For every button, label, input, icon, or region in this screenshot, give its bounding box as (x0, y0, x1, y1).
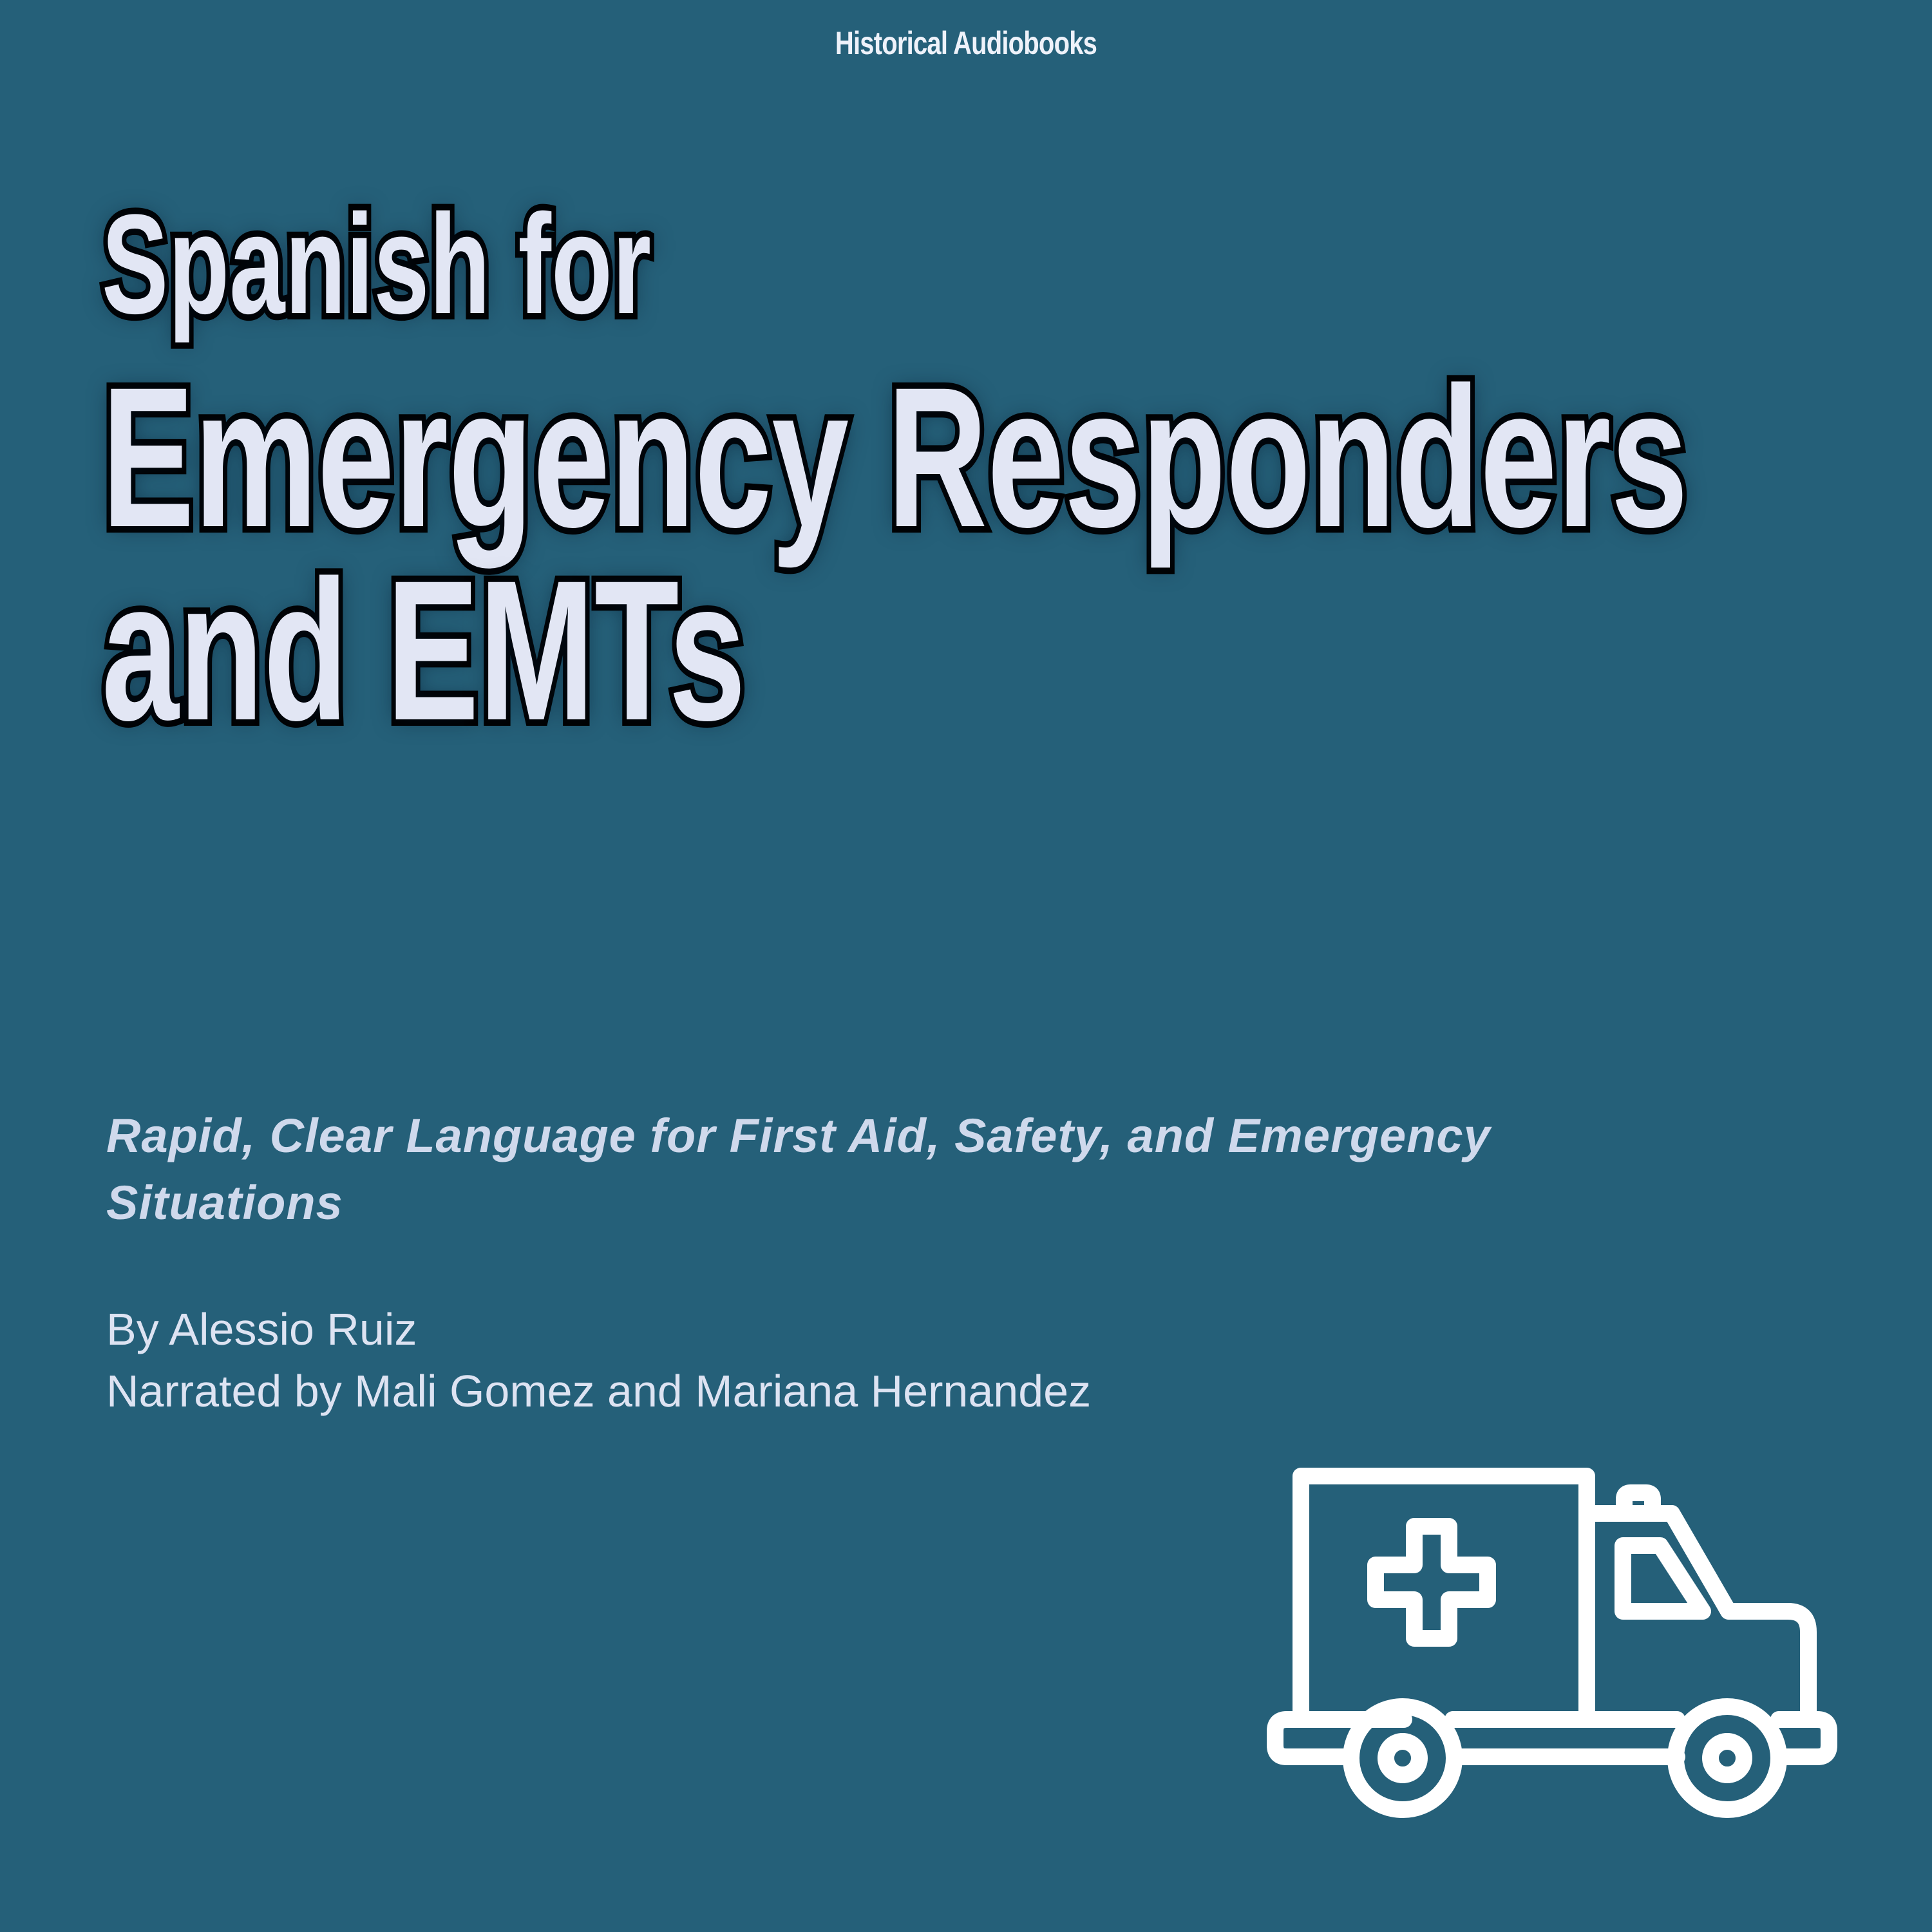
author-line: By Alessio Ruiz (106, 1304, 417, 1354)
narrator-line: Narrated by Mali Gomez and Mariana Hernandez (106, 1366, 1092, 1416)
subtitle: Rapid, Clear Language for First Aid, Safety, and Emergency Situations (106, 1109, 1491, 1229)
publisher-name: Historical Audiobooks (835, 25, 1097, 61)
ambulance-icon (1249, 1462, 1842, 1823)
title-line-2: Emergency Responders (102, 345, 1689, 569)
title-line-1: Spanish for (102, 185, 652, 343)
title-line-3: and EMTs (102, 538, 746, 762)
